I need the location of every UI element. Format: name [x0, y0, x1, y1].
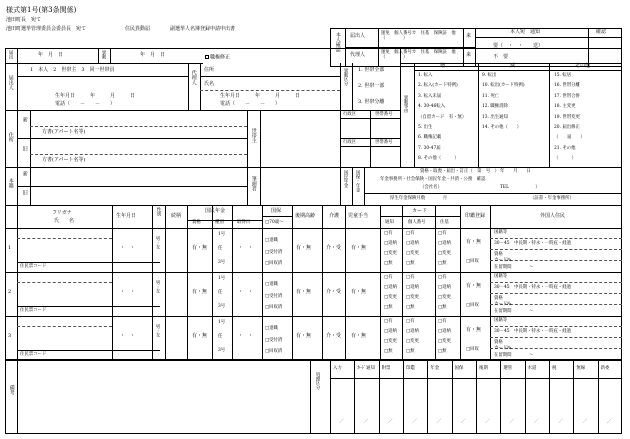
member-3-status[interactable]: 資格 [494, 340, 503, 345]
reasons-label: 異動事由 [403, 95, 409, 113]
member-1-card-no[interactable]: カード№ [494, 258, 512, 263]
member-3-pension-status[interactable]: 有・無 [192, 333, 208, 339]
resident-type: 住民異動届 [125, 26, 151, 32]
address-new-label: 新 [21, 117, 28, 122]
member-3-card-juki-3[interactable]: □無 [438, 349, 447, 354]
member-1-status[interactable]: 資格 [494, 252, 503, 257]
member-3-child-allowance[interactable]: 有・無 [351, 333, 367, 339]
address-old-label: 旧 [21, 146, 28, 151]
col-kouki: 後期高齢 [295, 213, 316, 219]
member-2-resident-code: 住民票コード [20, 308, 47, 313]
member-2-card-mynumber-3[interactable]: □無 [406, 305, 415, 310]
member-2-card-juki-2[interactable]: □変更 [438, 295, 451, 300]
col-furigana: フリガナ [52, 210, 72, 216]
reason-decrease-4[interactable]: 12. 職権消除 [482, 104, 508, 110]
member-3-pension-date[interactable]: ・ ・ [238, 333, 254, 339]
pension-status[interactable]: 資格・取喪・届出・訂正（ 第 号 ） [420, 169, 500, 174]
col-card: カード [412, 208, 428, 214]
member-1-stay-period[interactable]: 在留期間 ～ [494, 265, 534, 270]
agent-address[interactable]: 住所 [204, 67, 215, 73]
household-number-label: 世帯番号 [375, 112, 393, 117]
member-3-kokuho-accepted[interactable]: □受付済 [265, 338, 283, 343]
col-birth: 生年月日 [116, 213, 137, 219]
member-3-kokuho-retired[interactable]: □退職 [265, 326, 278, 331]
agent-label: 代理人 [190, 70, 197, 85]
member-1-card-mynumber-2[interactable]: □変更 [406, 251, 419, 256]
process-stamp-10[interactable]: ／ [558, 419, 564, 425]
member-3-card-mynumber-1[interactable]: □返納 [406, 329, 419, 334]
district-label: 行政区 [343, 112, 357, 117]
member-3-pension-type-1[interactable]: 1号 [218, 320, 226, 325]
process-stamp-1[interactable]: ／ [339, 419, 345, 425]
process-col-1: 入力 [333, 366, 342, 371]
company-tel[interactable]: TEL ） [500, 185, 540, 190]
reason-increase-4[interactable]: 4. 30-46転入 [418, 104, 446, 110]
member-3-stay-period[interactable]: 在留期間 ～ [494, 353, 534, 358]
process-stamp-11[interactable]: ／ [582, 419, 588, 425]
form-title: 様式第1号(第3条関係) [6, 6, 77, 14]
col-pension: 国民年金 [205, 208, 226, 214]
pension-date[interactable]: 年 月 日 [500, 169, 531, 174]
member-2-stay-period[interactable]: 在留期間 ～ [494, 309, 534, 314]
member-2-kokuho-retired[interactable]: □退職 [265, 282, 278, 287]
member-3-kouki[interactable]: 有・無 [296, 333, 312, 339]
col-relation: 続柄 [171, 213, 182, 219]
reason-other-1[interactable]: 15. 転居 [554, 73, 572, 78]
member-2-kouki[interactable]: 有・無 [296, 289, 312, 295]
member-1-resident-code: 住民票コード [20, 264, 47, 269]
member-2-card-notice-0[interactable]: □有 [384, 275, 393, 280]
reason-increase-9[interactable]: 8. その他（ ） [418, 156, 459, 162]
member-3-kaigo[interactable]: 介・受 [326, 333, 342, 339]
process-stamp-7[interactable]: ／ [485, 419, 491, 425]
member-2-card-notice-3[interactable]: □無 [384, 305, 393, 310]
member-3-pension-type-2[interactable]: 任 [218, 334, 223, 339]
member-2-sex[interactable]: 男・女 [155, 280, 161, 294]
member-1-child-allowance[interactable]: 有・無 [351, 245, 367, 251]
member-1-card-notice-2[interactable]: □変更 [384, 251, 397, 256]
member-1-card-notice-3[interactable]: □無 [384, 261, 393, 266]
reason-other-7[interactable]: （ 届 ） [554, 135, 585, 141]
member-1-pension-date[interactable]: ・ ・ [238, 245, 254, 251]
insured-months[interactable]: 厚生年金保険月数 月 [390, 196, 448, 201]
reason-increase-5[interactable]: （自留カード 有・無） [418, 114, 467, 120]
applicant-phone[interactable]: 電話（ － － ） [55, 101, 116, 107]
verify-agent-docs[interactable]: 運免 個人番号カ 住基 保険証 他（ ） [381, 50, 456, 61]
remarks-label: 備考 [8, 385, 15, 395]
checkbox-icon [205, 55, 209, 59]
col-pension-date: 取得日 [237, 220, 251, 225]
reason-other-6[interactable]: 20. 届出修正 [554, 125, 580, 130]
member-3-card-notice-3[interactable]: □無 [384, 349, 393, 354]
head-of-register-label: 筆頭者 [250, 176, 257, 191]
company-name[interactable]: （会社名） [420, 185, 442, 190]
member-3-card-mynumber-0[interactable]: □有 [406, 319, 415, 324]
kind-option-1[interactable]: 1. 世帯全部 [358, 67, 385, 73]
agent-phone[interactable]: 電話（ － － ） [220, 101, 281, 107]
to-mayor: 池田町長 宛て [6, 17, 42, 23]
noneed-option[interactable]: 不 要 [493, 54, 509, 60]
member-2-kokuho-collected[interactable]: □回収済 [265, 305, 283, 310]
member-2-kaigo[interactable]: 介・受 [326, 289, 342, 295]
col-jido: 児童手当 [348, 213, 369, 219]
member-2-card-juki-1[interactable]: □返納 [438, 285, 451, 290]
process-col-12: 新委 [600, 366, 610, 371]
member-2-card-juki-0[interactable]: □有 [438, 275, 447, 280]
reception-label: 本人宛 通知 [510, 29, 541, 35]
filing-date[interactable]: 年 月 日 [38, 52, 64, 58]
member-3-seal[interactable]: 有・無 [466, 327, 482, 333]
member-3-card-mynumber-3[interactable]: □無 [406, 349, 415, 354]
reason-head-other: その他 [575, 63, 591, 69]
reason-increase-3[interactable]: 3. 転入未届 [418, 93, 442, 99]
kind-label: 異動区分 [343, 68, 349, 86]
move-date-label: 異動 [101, 50, 107, 59]
member-3-card-juki-1[interactable]: □返納 [438, 329, 451, 334]
member-2-pension-date[interactable]: ・ ・ [238, 289, 254, 295]
official-correction-checkbox[interactable]: 職権修正 [205, 55, 230, 61]
col-name: 氏 名 [54, 218, 75, 224]
process-stamp-6[interactable]: ／ [460, 419, 466, 425]
reason-increase-1[interactable]: 1. 転入 [418, 73, 433, 78]
member-2-status[interactable]: 資格 [494, 296, 503, 301]
pension-certificate[interactable]: （証書・年金事務所） [530, 196, 574, 201]
member-2-seal-collect[interactable]: □回収 [466, 303, 479, 308]
householder-label: 世帯主 [250, 128, 257, 143]
member-2-pension-type-1[interactable]: 1号 [218, 276, 226, 281]
col-foreign: 外国人住民 [540, 213, 566, 219]
address-label: 住所 [7, 132, 14, 142]
member-3-seal-collect[interactable]: □回収 [466, 347, 479, 352]
member-1-pension-type-2[interactable]: 任 [218, 246, 223, 251]
move-date[interactable]: 年 月 日 [140, 52, 166, 58]
member-1-seal-collect[interactable]: □回収 [466, 259, 479, 264]
member-2-residence-type[interactable]: 30－45 中長期・特永・一時庇・経過 [494, 285, 572, 290]
process-stamp-2[interactable]: ／ [363, 419, 369, 425]
col-seal: 印鑑登録 [465, 213, 486, 219]
member-3-card-notice-1[interactable]: □返納 [384, 329, 397, 334]
member-1-card-juki-0[interactable]: □有 [438, 231, 447, 236]
member-1-pension-type-3[interactable]: 3号 [218, 260, 226, 265]
reason-decrease-3[interactable]: 11. 死亡 [482, 93, 500, 99]
member-3-card-notice-0[interactable]: □有 [384, 319, 393, 324]
filing-date-label: 届出 [8, 50, 14, 59]
col-kokuho: 国保 [271, 208, 282, 214]
process-stamp-12[interactable]: ／ [606, 419, 612, 425]
reason-head-increase: 増 [440, 63, 446, 69]
verify-applicant-label: 届出人 [350, 33, 366, 39]
member-1-card-notice-0[interactable]: □有 [384, 231, 393, 236]
member-2-card-mynumber-2[interactable]: □変更 [406, 295, 419, 300]
need-option[interactable]: 要（ ・ ・ 送） [493, 43, 544, 49]
reason-decrease-5[interactable]: 13. 出生通知 [482, 114, 508, 120]
member-1-pension-status[interactable]: 有・無 [192, 245, 208, 251]
insurance-pension-label: 国保・年金 [355, 170, 361, 192]
member-2-birth[interactable]: ・ ・ [120, 289, 136, 295]
process-stamp-5[interactable]: ／ [436, 419, 442, 425]
member-3-birth[interactable]: ・ ・ [120, 333, 136, 339]
member-2-pension-type-2[interactable]: 任 [218, 290, 223, 295]
member-3-pension-type-3[interactable]: 3号 [218, 348, 226, 353]
reason-other-9[interactable]: （ ） [554, 156, 576, 162]
domicile-new-label: 新 [21, 171, 28, 176]
process-stamp-8[interactable]: ／ [509, 419, 515, 425]
member-3-card-notice-2[interactable]: □変更 [384, 339, 397, 344]
member-2-number: 2 [8, 289, 12, 295]
member-1-seal[interactable]: 有・無 [466, 239, 482, 245]
household-number-label-2: 世帯番号 [375, 140, 393, 145]
col-kaigo: 介護 [329, 213, 340, 219]
member-2-child-allowance[interactable]: 有・無 [351, 289, 367, 295]
verify-label: 本人確認 [334, 32, 341, 52]
verify-agent-label: 代理人 [350, 52, 366, 58]
process-col-6: 国保 [454, 366, 464, 371]
pension-label: 国民年金 [343, 170, 349, 188]
member-2-kokuho-accepted[interactable]: □受付済 [265, 294, 283, 299]
col-card-mynumber: 個人番号 [408, 220, 426, 225]
to-committee: 池田町選挙管理委員会委員長 宛て [6, 26, 87, 32]
member-1-card-mynumber-0[interactable]: □有 [406, 231, 415, 236]
footer-frame [5, 360, 622, 434]
member-1-pension-type-1[interactable]: 1号 [218, 232, 226, 237]
col-pension-type: 種別 [215, 220, 224, 225]
member-2-seal[interactable]: 有・無 [466, 283, 482, 289]
process-col-3: 附票 [381, 366, 391, 371]
member-1-card-mynumber-1[interactable]: □返納 [406, 241, 419, 246]
process-col-10: 税 [552, 366, 557, 371]
member-2-pension-type-3[interactable]: 3号 [218, 304, 226, 309]
visit-label-2: 来 [466, 52, 472, 58]
domicile-label: 本籍 [7, 178, 14, 188]
applicant-label: 届出人 [7, 75, 14, 90]
agent-name[interactable]: 氏名 [204, 81, 215, 87]
member-3-card-juki-0[interactable]: □有 [438, 319, 447, 324]
reason-decrease-6[interactable]: 14. その他（ ） [482, 125, 522, 130]
col-kokuho-70: □70歳～ [265, 220, 284, 225]
domicile-old-label: 旧 [21, 190, 28, 195]
process-col-8: 選管 [503, 366, 513, 371]
member-3-resident-code: 住民票コード [20, 352, 47, 357]
member-1-card-juki-1[interactable]: □返納 [438, 241, 451, 246]
reason-increase-6[interactable]: 5. 出生 [418, 125, 433, 130]
address-old-katagaki[interactable]: 方書(アパート名等) [42, 157, 86, 163]
process-col-5: 年金 [430, 366, 440, 371]
reason-other-3[interactable]: 17. 世帯合併 [554, 93, 580, 99]
applicant-birth[interactable]: 生年月日 年 月 日 [55, 93, 136, 99]
member-3-sex[interactable]: 男・女 [155, 324, 161, 338]
process-stamp-4[interactable]: ／ [412, 419, 418, 425]
process-col-2: ｶｰﾄﾞ通知 [357, 366, 375, 371]
reason-increase-8[interactable]: 7. 30-47届 [418, 145, 441, 151]
member-3-card-mynumber-2[interactable]: □変更 [406, 339, 419, 344]
member-3-card-no[interactable]: カード№ [494, 346, 512, 351]
reason-other-8[interactable]: 21. その他 [554, 145, 576, 151]
member-3-residence-type[interactable]: 30－45 中長期・特永・一時庇・経過 [494, 329, 572, 334]
reason-other-5[interactable]: 19. 世帯変更 [554, 114, 580, 120]
kind-option-2[interactable]: 2. 世帯一部 [358, 83, 385, 89]
member-2-card-mynumber-0[interactable]: □有 [406, 275, 415, 280]
process-stamp-9[interactable]: ／ [533, 419, 539, 425]
member-3-kokuho-collected[interactable]: □回収済 [265, 349, 283, 354]
reason-increase-7[interactable]: 6. 職権記載 [418, 135, 442, 141]
member-1-kokuho-collected[interactable]: □回収済 [265, 261, 283, 266]
reason-decrease-1[interactable]: 9. 転出 [482, 73, 497, 78]
member-2-card-notice-2[interactable]: □変更 [384, 295, 397, 300]
member-1-kokuho-accepted[interactable]: □受付済 [265, 250, 283, 255]
address-new-katagaki[interactable]: 方書(アパート名等) [42, 129, 86, 135]
col-pension-status: 資格 [192, 220, 201, 225]
col-sex: 性別 [156, 207, 162, 216]
col-card-juki: 住基 [440, 220, 449, 225]
member-1-kouki[interactable]: 有・無 [296, 245, 312, 251]
member-1-card-mynumber-3[interactable]: □無 [406, 261, 415, 266]
member-2-card-no[interactable]: カード№ [494, 302, 512, 307]
reason-head-decrease: 減 [510, 63, 516, 69]
member-3-card-juki-2[interactable]: □変更 [438, 339, 451, 344]
member-1-card-juki-2[interactable]: □変更 [438, 251, 451, 256]
member-3-number: 3 [8, 333, 12, 339]
submission-type: 副選挙人名簿登録申請申出書 [170, 26, 236, 32]
member-1-card-juki-3[interactable]: □無 [438, 261, 447, 266]
member-1-card-notice-1[interactable]: □返納 [384, 241, 397, 246]
process-label: 処理区分 [315, 372, 321, 390]
reason-increase-2[interactable]: 2. 転入(カード特例) [418, 83, 458, 89]
pension-office[interactable]: 年金事務所・社会保険・国民年金・共済・公務 確認 [380, 177, 486, 182]
member-2-card-mynumber-1[interactable]: □返納 [406, 285, 419, 290]
confirm-label: 確認 [596, 29, 607, 35]
process-col-4: 印鑑 [406, 366, 415, 371]
visit-label: 来 [466, 33, 472, 39]
member-2-nationality[interactable]: 国籍等 [494, 274, 508, 279]
member-2-card-notice-1[interactable]: □返納 [384, 285, 397, 290]
member-3-nationality[interactable]: 国籍等 [494, 318, 508, 323]
member-2-pension-status[interactable]: 有・無 [192, 289, 208, 295]
col-card-notice: 通知 [385, 220, 394, 225]
member-1-sex[interactable]: 男・女 [155, 236, 161, 250]
reason-other-2[interactable]: 16. 世帯分離 [554, 83, 580, 89]
process-col-9: 水道 [527, 366, 537, 371]
member-1-kokuho-retired[interactable]: □退職 [265, 238, 278, 243]
process-stamp-3[interactable]: ／ [387, 419, 393, 425]
district-label-2: 行政区 [343, 140, 357, 145]
process-col-11: 無線 [576, 366, 586, 371]
kind-option-3[interactable]: 3. 世帯分離 [358, 99, 385, 105]
reason-decrease-2[interactable]: 10. 転出(カード特例) [482, 83, 525, 89]
member-1-nationality[interactable]: 国籍等 [494, 230, 508, 235]
member-1-residence-type[interactable]: 30－45 中長期・特永・一時庇・経過 [494, 241, 572, 246]
agent-birth[interactable]: 生年月日 年 月 日 [220, 93, 301, 99]
applicant-options[interactable]: 1 本人 2 世帯主 3 同一世帯員 [30, 67, 115, 73]
member-1-kaigo[interactable]: 介・受 [326, 245, 342, 251]
member-1-number: 1 [8, 245, 12, 251]
member-1-birth[interactable]: ・ ・ [120, 245, 136, 251]
process-col-7: 後期 [479, 366, 488, 371]
reason-other-4[interactable]: 18. 主変更 [554, 104, 576, 110]
member-2-card-juki-3[interactable]: □無 [438, 305, 447, 310]
verify-applicant-docs[interactable]: 運免 個人番号カ 住基 保険証 他（ ） [381, 31, 456, 42]
